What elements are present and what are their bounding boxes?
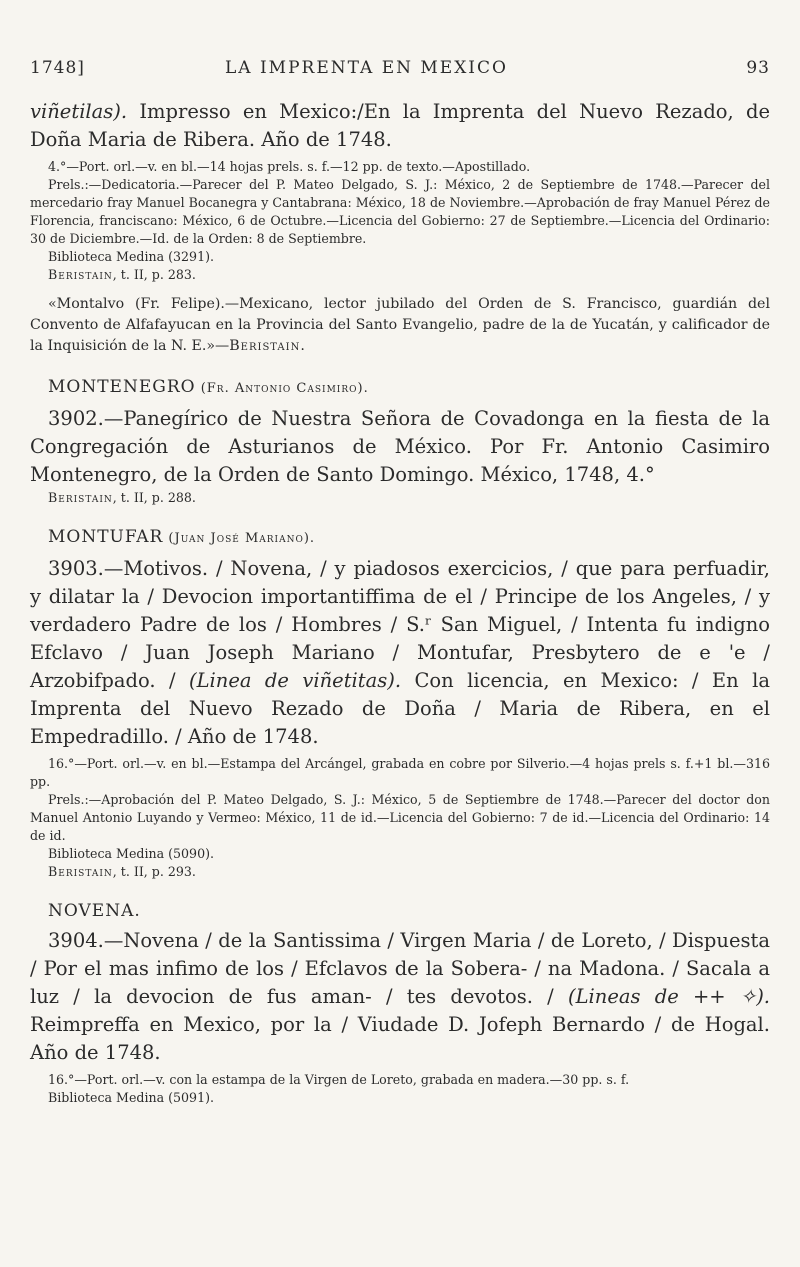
intro-reference: Beristain, t. II, p. 283. [48, 267, 196, 282]
entry-title: 3903.—Motivos. / Novena, / y piadosos exercicios, / que para perfuadir, y dilatar la / Devocion importantiffima de el / Principe de los Angeles, / y verdadero Padre de los / Hombres / S.ʳ San Miguel, / Intenta fu indigno Efclavo / Juan Joseph Mariano / Montufar, Presbytero de e 'e / Arzobifpado. / (Linea de viñetitas). Con licencia, en Mexico: / En la Imprenta del Nuevo Rezado de Doña / Maria de Ribera, en el Empedradillo. / Año de 1748. [30, 557, 771, 748]
entry-title: 3902.—Panegírico de Nuestra Señora de Covadonga en la fiesta de la Congregación de Asturianos de México. Por Fr. Antonio Casimiro Montenegro, de la Orden de Santo Domingo. México, 1748, 4.° [30, 407, 770, 486]
entry-reference: Beristain, t. II, p. 293. [48, 864, 196, 879]
header-year: 1748] [30, 58, 85, 78]
intro-note: «Montalvo (Fr. Felipe).—Mexicano, lector jubilado del Orden de S. Francisco, guardián del Convento de Alfafayucan en la Provincia del Santo Evangelio, padre de la de Yucatán, y calificador de la Inquisición de la N. E.»—Beristain. [30, 296, 770, 354]
entry-library: Biblioteca Medina (5091). [48, 1090, 215, 1105]
entry-description: 16.°—Port. orl.—v. en bl.—Estampa del Arcángel, grabada en cobre por Silverio.—4 hojas prels s. f.+1 bl.—316 pp. [30, 756, 770, 789]
intro-library: Biblioteca Medina (3291). [48, 249, 215, 264]
entry-title: 3904.—Novena / de la Santissima / Virgen Maria / de Loreto, / Dispuesta / Por el mas infimo de los / Efclavos de la Sobera- / na Madona. / Sacala a luz / la devocion de fus aman- / tes devotos. / (Lineas de ++ ✧). Reimpreffa en Mexico, por la / Viudade D. Jofeph Bernardo / de Hogal. Año de 1748. [30, 929, 771, 1064]
entry-reference: Beristain, t. II, p. 288. [48, 490, 196, 505]
entry-author: NOVENA. [48, 901, 141, 921]
entry-description: 16.°—Port. orl.—v. con la estampa de la Virgen de Loreto, grabada en madera.—30 pp. s. f. [48, 1072, 630, 1087]
running-header [30, 58, 770, 88]
entry-author: MONTENEGRO (Fr. Antonio Casimiro). [48, 377, 369, 397]
entry-preliminaries: Prels.:—Aprobación del P. Mateo Delgado, S. J.: México, 5 de Septiembre de 1748.—Parecer del doctor don Manuel Antonio Luyando y Vermeo: México, 11 de id.—Licencia del Gobierno: 7 de id.—Licencia del Ordinario: 14 de id. [30, 792, 770, 843]
page-number: 93 [746, 58, 770, 78]
header-title: LA IMPRENTA EN MEXICO [225, 58, 508, 78]
entry-3904 [30, 899, 770, 1107]
page-content [30, 98, 770, 1107]
intro-description: 4.°—Port. orl.—v. en bl.—14 hojas prels. s. f.—12 pp. de texto.—Apostillado. [48, 159, 531, 174]
entry-3902 [30, 375, 770, 507]
entry-author: MONTUFAR (Juan José Mariano). [48, 527, 316, 547]
intro-main-text: viñetilas). Impresso en Mexico:/En la Imprenta del Nuevo Rezado, de Doña Maria de Ribera. Año de 1748. [30, 100, 770, 151]
intro-preliminaries: Prels.:—Dedicatoria.—Parecer del P. Mateo Delgado, S. J.: México, 2 de Septiembre de 1748.—Parecer del mercedario fray Manuel Bocanegra y Cantabrana: México, 18 de Noviembre.—Aprobación de fray Manuel Pérez de Florencia, franciscano: México, 6 de Octubre.—Licencia del Gobierno: 27 de Septiembre.—Licencia del Ordinario: 30 de Diciembre.—Id. de la Orden: 8 de Septiembre. [30, 177, 770, 246]
entry-3903 [30, 525, 770, 881]
entry-library: Biblioteca Medina (5090). [48, 846, 215, 861]
